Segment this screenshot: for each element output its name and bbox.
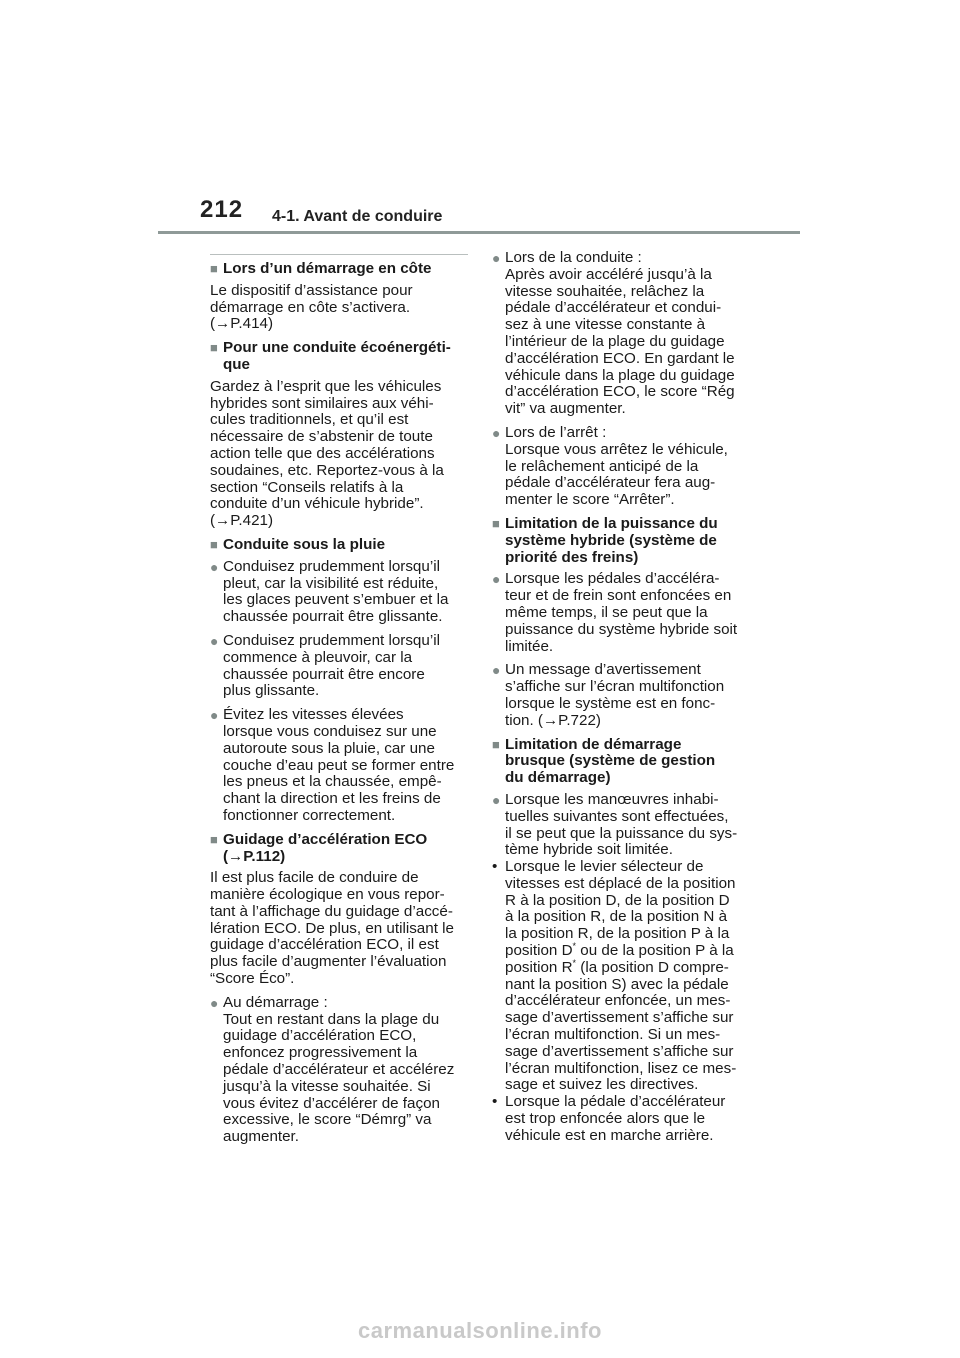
list-item [492,425,756,509]
heading-text: Limitation de démarrage brusque (système de gestion du démarrage) [505,735,716,787]
sub-list-item [492,1094,756,1144]
sub-bullet-text: Lorsque la pédale d’accélérateur est trop enfoncée alors que le véhicule est en marche arrière. [505,1093,726,1144]
bullet-dot-icon: ● [492,424,501,441]
sub-list-item [492,859,756,1094]
footnote-marker: * [572,941,577,952]
small-bullet-icon: • [492,858,498,876]
bullet-dot-icon: ● [492,662,501,679]
square-marker-icon: ■ [492,736,500,752]
sub-bullet-text-part: (la position D compre- nant la position S) avec la pédale d’accélérateur enfoncée, un mes- sage d’avertissement s’affiche sur l’écran multifonction. Si un mes- sage d’avertissement s’affiche sur l’écran multifonction, lisez ce mes- sage et suivez les directives. [505,958,737,1094]
square-marker-icon: ■ [492,515,500,531]
square-marker-icon: ■ [210,340,218,356]
list-item [210,995,470,1146]
bullet-text: Conduisez prudemment lorsqu’il commence à pleuvoir, car la chaussée pourrait être encore plus glissante. [223,631,440,700]
header-divider [158,231,800,234]
bullet-text: Lors de l’arrêt : Lorsque vous arrêtez le véhicule, le relâchement anticipé de la pédale d’accélérateur fera aug- menter le score “Arrêter”. [505,423,728,509]
watermark: carmanualsonline.info [358,1318,602,1343]
right-column [492,250,756,1145]
paragraph-eco-guidance: Il est plus facile de conduire de manière écologique en vous repor- tant à l’affichage du guidage d’accé- lération ECO. De plus, en utilisant le guidage d’accélération ECO, il est plus facile d’augmenter l’évaluation “Score Éco”. [210,869,454,988]
bullet-text: Un message d’avertissement s’affiche sur l’écran multifonction lorsque le système est en fonc- tion. (→P.722) [505,661,725,729]
bullet-text: Conduisez prudemment lorsqu’il pleut, car la visibilité est réduite, les glaces peuvent s’embuer et la chaussée pourrait être glissante. [223,557,449,626]
bullet-text: Lors de la conduite : Après avoir accéléré jusqu’à la vitesse souhaitée, relâchez la pédale d’accélérateur et condui- sez à une vitesse constante à l’intérieur de la plage du guidage d’accélération ECO. En gardant le véhicule dans la plage du guidage d’accélération ECO, le score “Rég vit” va augmenter. [505,249,735,418]
heading-brake-override [492,516,756,566]
heading-rain-driving [210,537,470,554]
bullet-dot-icon: ● [210,994,219,1011]
bullet-dot-icon: ● [492,250,501,266]
bullet-dot-icon: ● [492,791,501,808]
heading-hill-start [210,261,470,278]
page-header [0,196,960,238]
bullet-dot-icon: ● [210,707,219,724]
heading-drive-start-control [492,737,756,787]
small-bullet-icon: • [492,1093,498,1111]
list-item [210,707,470,825]
sub-bullet-text-part: ou de la position P à la position R [505,942,734,976]
left-column [210,250,470,1153]
paragraph-hill-start: Le dispositif d’assistance pour démarrage en côte s’activera. (→P.414) [210,281,413,333]
list-item [492,571,756,655]
bullet-text: Au démarrage : Tout en restant dans la plage du guidage d’accélération ECO, enfoncez progressivement la pédale d’accélérateur et accélérez jusqu’à la vitesse souhaitée. Si vous évitez d’accélérer de façon excessive, le score “Démrg” va augmenter. [223,993,455,1146]
bullet-dot-icon: ● [210,558,219,575]
paragraph-eco-driving: Gardez à l’esprit que les véhicules hybrides sont similaires aux véhi- cules traditionnels, et qu’il est nécessaire de s’abstenir de toute action telle que des accélérations soudaines, etc. Reportez-vous à la section “Conseils relatifs à la conduite d’un véhicule hybride”. (→P.421) [210,377,444,530]
bullet-text: Évitez les vitesses élevées lorsque vous conduisez sur une autoroute sous la pluie, car une couche d’eau peut se former entre les pneus et la chaussée, empê- chant la direction et les freins de fonctionner correctement. [223,706,455,824]
heading-text: Limitation de la puissance du système hybride (système de priorité des freins) [505,514,718,566]
column-divider [210,254,468,255]
square-marker-icon: ■ [210,261,218,276]
bullet-dot-icon: ● [492,571,501,588]
sub-bullet-text [505,859,736,1094]
heading-text: Guidage d’accélération ECO (→P.112) [223,830,428,865]
page-number: 212 [200,196,244,223]
square-marker-icon: ■ [210,536,218,552]
list-item [492,792,756,859]
list-item [492,662,756,729]
heading-text: Pour une conduite écoénergéti- que [223,339,451,373]
heading-text: Lors d’un démarrage en côte [223,260,432,277]
sub-bullet-text-part: Lorsque le levier sélecteur de vitesses est déplacé de la position R à la position D, de la position D à la position R, de la position N à la position R, de la position P à la position D [505,858,736,960]
bullet-dot-icon: ● [210,632,219,649]
list-item [492,250,756,418]
list-item [210,559,470,626]
list-item [210,633,470,700]
heading-text: Conduite sous la pluie [223,535,386,553]
square-marker-icon: ■ [210,831,218,847]
section-title: 4-1. Avant de conduire [272,208,443,225]
footnote-marker: * [572,957,577,968]
heading-eco-driving [210,340,470,374]
bullet-text: Lorsque les pédales d’accéléra- teur et de frein sont enfoncées en même temps, il se peut que la puissance du système hybride soit limitée. [505,570,738,655]
bullet-text: Lorsque les manœuvres inhabi- tuelles suivantes sont effectuées, il se peut que la puissance du sys- tème hybride soit limitée. [505,790,738,859]
heading-eco-guidance [210,832,470,866]
